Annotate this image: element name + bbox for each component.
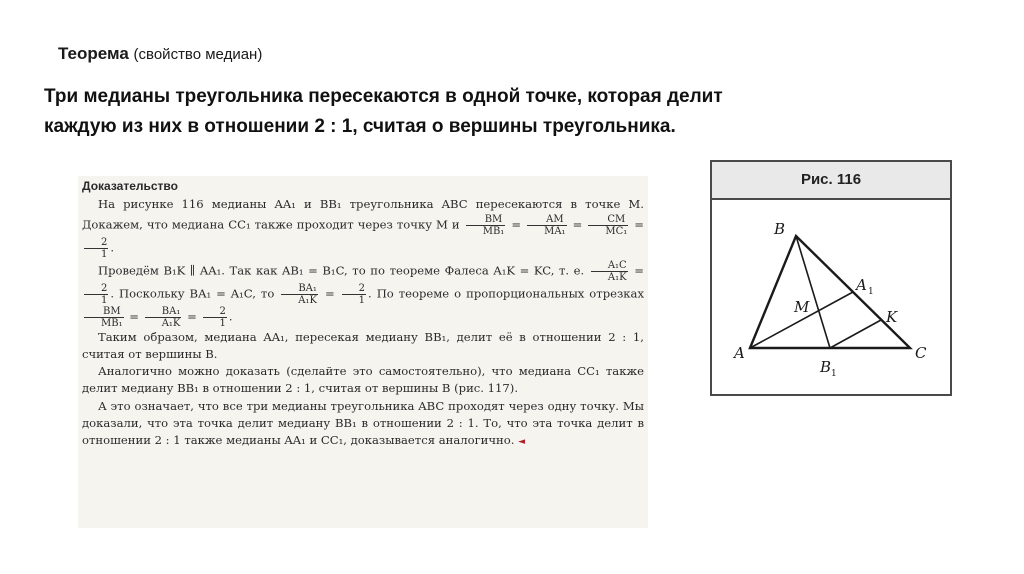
proof-p2-text-c: . По теореме о пропорциональных отрезках	[368, 286, 644, 301]
label-c: C	[915, 344, 927, 362]
proof-p2-text-b: . Поскольку BA₁ = A₁C, то	[110, 286, 275, 301]
theorem-statement	[44, 82, 924, 142]
figure-caption: Рис. 116	[800, 171, 862, 188]
fraction: $\frac{AM}{\text{MA₁}}$	[527, 214, 566, 237]
fraction: $\frac{CM}{\text{MC₁}}$	[588, 214, 628, 237]
triangle-abc	[750, 236, 910, 348]
proof-paragraph-2: Проведём B₁K ∥ AA₁. Так как AB₁ = B₁C, то по теореме Фалеса A₁K = KC, т. е. $\frac{\text{A₁C}}{\text{A₁K}}$ = $\frac{2}{1}$ . Поскольку BA₁ = A₁C, то $\frac{\text{BA₁}}{\text{A₁K}}$ = $\frac{2}{1}$ . По теореме о пропорциональных отрезках $\frac{BM}{\text{MB₁}}$ = $\frac{\text{BA₁}}{\text{A₁K}}$ = $\frac{2}{1}$ .	[82, 260, 644, 329]
fraction: $\frac{2}{1}$	[84, 237, 108, 260]
label-m: M	[794, 298, 810, 316]
proof-paragraph-3: Таким образом, медиана AA₁, пересекая медиану BB₁, делит её в отношении 2 : 1, считая от вершины B.	[82, 329, 644, 361]
label-a1-subscript: 1	[868, 287, 874, 297]
proof-p5-text: А это означает, что все три медианы треугольника ABC проходят через одну точку. Мы доказали, что эта точка делит медиану BB₁ в отношении 2 : 1. То, что эта точка делит в отношении 2 : 1 также медианы AA₁ и CC₁, доказывается аналогично.	[82, 398, 644, 448]
label-a1: A	[856, 276, 867, 294]
proof-p1-text: На рисунке 116 медианы AA₁ и BB₁ треугольника ABC пересекаются в точке M. Докажем, что медиана CC₁ также проходит через точку M и	[82, 197, 644, 232]
fraction: $\frac{2}{1}$	[203, 306, 227, 329]
label-b1-subscript: 1	[831, 369, 837, 379]
fraction: $\frac{BM}{\text{MB₁}}$	[466, 214, 506, 237]
proof-paragraph-1: На рисунке 116 медианы AA₁ и BB₁ треугольника ABC пересекаются в точке M. Докажем, что медиана CC₁ также проходит через точку M и $\frac{BM}{\text{MB₁}}$ = $\frac{AM}{\text{MA₁}}$ = $\frac{CM}{\text{MC₁}}$ = $\frac{2}{1}$ .	[82, 197, 645, 260]
fraction: $\frac{2}{1}$	[342, 283, 366, 306]
slide-title	[58, 44, 262, 64]
fraction: $\frac{\text{BA₁}}{\text{A₁K}}$	[145, 306, 182, 329]
label-k: K	[886, 308, 898, 326]
end-of-proof-icon: ◄	[518, 437, 526, 448]
fraction: $\frac{\text{BA₁}}{\text{A₁K}}$	[281, 283, 318, 306]
fraction: $\frac{BM}{\text{MB₁}}$	[84, 306, 124, 329]
statement-line-2: каждую из них в отношении 2 : 1, считая о вершины треугольника.	[44, 116, 676, 137]
proof-paragraph-5	[82, 398, 644, 452]
proof-scan	[78, 176, 648, 528]
segment-b1k	[830, 320, 881, 348]
statement-line-1: Три медианы треугольника пересекаются в одной точке, которая делит	[44, 86, 723, 107]
figure-116	[710, 160, 952, 396]
theorem-label: Теорема	[58, 44, 129, 63]
proof-heading: Доказательство	[82, 179, 178, 193]
theorem-subtitle: (свойство медиан)	[133, 46, 263, 63]
label-a: A	[734, 344, 745, 362]
proof-paragraph-4: Аналогично можно доказать (сделайте это самостоятельно), что медиана CC₁ также делит медиану BB₁ в отношении 2 : 1, считая от вершины B (рис. 117).	[82, 364, 644, 396]
label-b: B	[774, 220, 786, 238]
proof-p2-text-a: Проведём B₁K ∥ AA₁. Так как AB₁ = B₁C, то по теореме Фалеса A₁K = KC, т. е.	[98, 263, 585, 278]
label-b1: B	[820, 358, 832, 376]
fraction: $\frac{2}{1}$	[84, 283, 108, 306]
triangle-diagram	[712, 200, 950, 394]
fraction: $\frac{\text{A₁C}}{\text{A₁K}}$	[591, 260, 628, 283]
